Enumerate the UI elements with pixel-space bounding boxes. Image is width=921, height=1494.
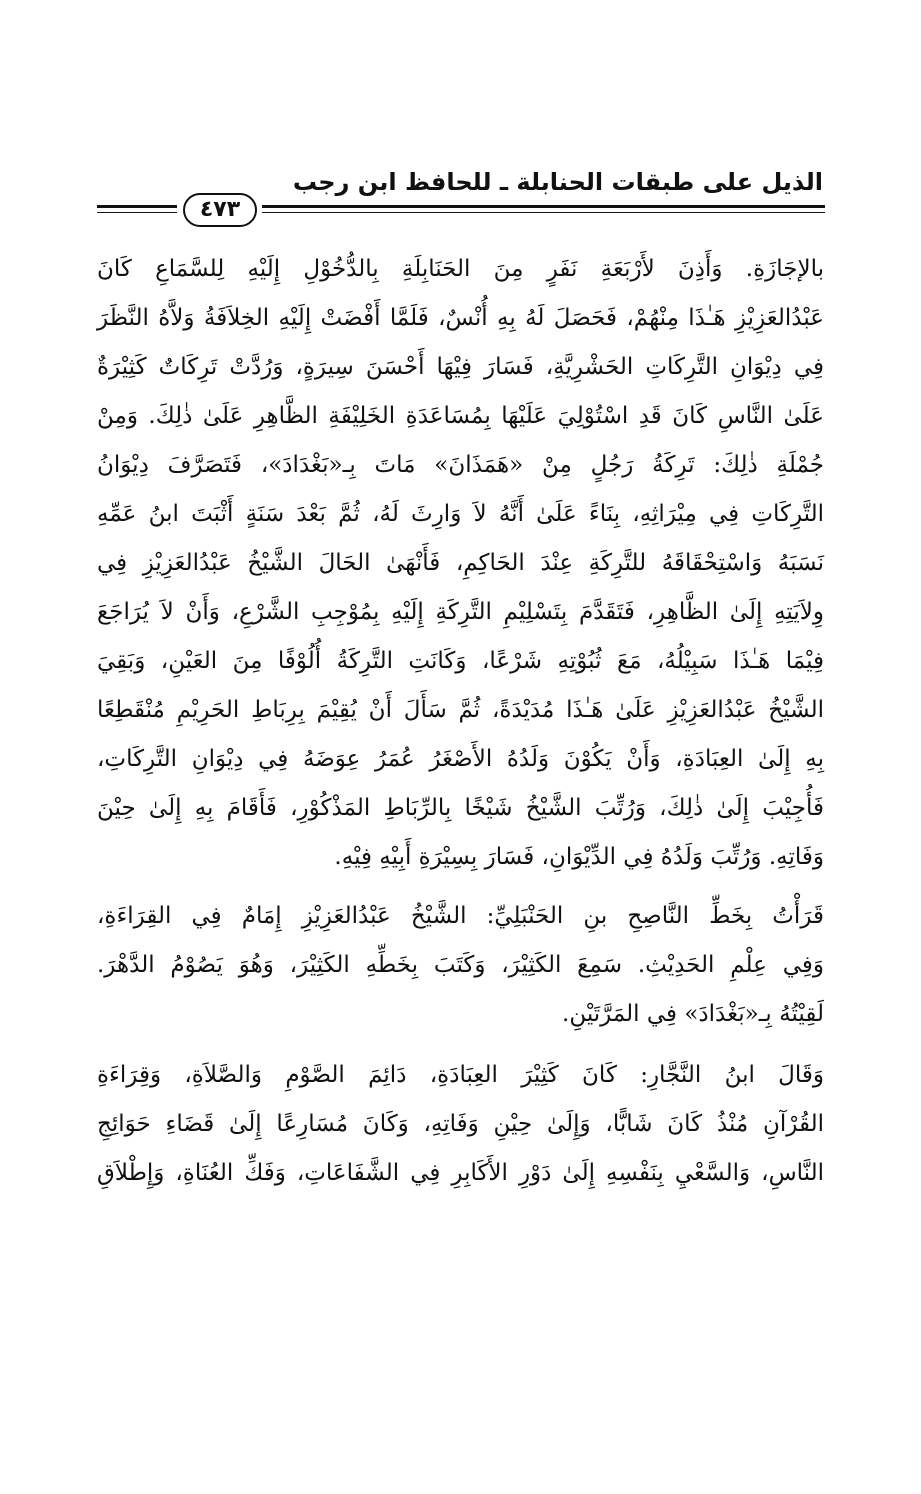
text-line: التَّرِكَاتِ فِي مِيْرَاثِهِ، بِنَاءً عَلَىٰ أَنَّهُ لاَ وَارِثَ لَهُ، ثُمَّ بَعْدَ سَنَةٍ أَثْبَتَ ابنُ عَمِّهِ [97,501,825,527]
paragraph-3 [97,1051,824,1198]
text-line: فِي دِيْوَانِ التَّرِكَاتِ الحَشْرِيَّةِ، فَسَارَ فِيْهَا أَحْسَنَ سِيرَةٍ، وَرُدَّتْ تَرِكَاتٌ كَثِيْرَةٌ [97,354,824,380]
header-rule-thick [262,205,825,208]
text-line: الشَّيْخُ عَبْدُالعَزِيْزِ عَلَىٰ هَـٰذَا مُدَيْدَةً، ثُمَّ سَأَلَ أَنْ يُقِيْمَ بِرِبَاطِ الحَرِيْمِ مُنْقَطِعًا [97,697,824,723]
paragraph-gap [97,1039,824,1051]
text-line: عَلَىٰ النَّاسِ كَانَ قَدِ اسْتُوْلِيَ عَلَيْهَا بِمُسَاعَدَةِ الخَلِيْفَةِ الظَّاهِرِ عَلَىٰ ذٰلِكَ. وَمِنْ [97,403,824,429]
text-line: وَفِي عِلْمِ الحَدِيْثِ. سَمِعَ الكَثِيْرَ، وَكَتَبَ بِخَطِّهِ الكَثِيْرَ، وَهُوَ يَصُوْمُ الدَّهْرَ. [97,952,824,978]
paragraph-gap [97,882,824,892]
text-line: النَّاسِ، وَالسَّعْيِ بِنَفْسِهِ إِلَىٰ دَوْرِ الأَكَابِرِ فِي الشَّفَاعَاتِ، وَفَكِّ العُنَاةِ، وَإِطْلاَقِ [97,1160,824,1186]
text-line: القُرْآنِ مُنْذُ كَانَ شَابًّا، وَإِلَىٰ حِيْنِ وَفَاتِهِ، وَكَانَ مُسَارِعًا إِلَىٰ قَضَاءِ حَوَائِجِ [97,1111,824,1137]
text-line: قَرَأْتُ بِخَطِّ النَّاصِحِ بنِ الحَنْبَلِيِّ: الشَّيْخُ عَبْدُالعَزِيْزِ إِمَامٌ فِي القِرَاءَةِ، [97,903,824,929]
text-line: بِهِ إِلَىٰ العِبَادَةِ، وَأَنْ يَكُوْنَ وَلَدُهُ الأَصْغَرُ عُمَرُ عِوَضَهُ فِي دِيْوَانِ التَّرِكَاتِ، [97,746,824,772]
text-line: عَبْدُالعَزِيْزِ هَـٰذَا مِنْهُمْ، فَحَصَلَ لَهُ بِهِ أُنْسٌ، فَلَمَّا أَفْضَتْ إِلَيْهِ الخِلاَفَةُ وَلاَّهُ النَّظَرَ [97,305,824,331]
text-line: وَفَاتِهِ. وَرُتِّبَ وَلَدُهُ فِي الدِّيْوَانِ، فَسَارَ بِسِيْرَةِ أَبِيْهِ فِيْهِ. [334,844,824,870]
running-title: الذيل على طبقات الحنابلة ـ للحافظ ابن رجب [292,168,823,196]
body-text [97,245,824,1198]
text-line: لَقِيْتُهُ بِـ«بَغْدَادَ» فِي المَرَّتَيْنِ. [562,1001,824,1027]
text-line: فِيْمَا هَـٰذَا سَبِيْلُهُ، مَعَ ثُبُوْتِهِ شَرْعًا، وَكَانَتِ التَّرِكَةُ أُلُوْفًا مِنَ العَيْنِ، وَبَقِيَ [97,648,824,674]
text-line: وَقَالَ ابنُ النَّجَّارِ: كَانَ كَثِيْرَ العِبَادَةِ، دَائِمَ الصَّوْمِ وَالصَّلاَةِ، وَقِرَاءَةِ [97,1062,824,1088]
paragraph-2 [97,892,824,1039]
text-line: بالإجَازَةِ. وَأَذِنَ لأَرْبَعَةِ نَفَرٍ مِنَ الحَنَابِلَةِ بِالدُّخُوْلِ إِلَيْهِ لِلسَّمَاعِ كَانَ [97,256,824,282]
text-line: جُمْلَةِ ذٰلِكَ: تَرِكَةُ رَجُلٍ مِنْ «هَمَذَانَ» مَاتَ بِـ«بَغْدَادَ»، فَتَصَرَّفَ دِيْوَانُ [97,452,824,478]
text-line: نَسَبَهُ وَاسْتِحْقَاقَهُ للتَّرِكَةِ عِنْدَ الحَاكِمِ، فَأَنْهَىٰ الحَالَ الشَّيْخُ عَبْدُالعَزِيْزِ فِي [97,550,824,576]
text-line: فَأُجِيْبَ إِلَىٰ ذٰلِكَ، وَرُتِّبَ الشَّيْخُ شَيْخًا بِالرِّبَاطِ المَذْكُوْرِ، فَأَقَامَ بِهِ إِلَىٰ حِيْنَ [97,795,824,821]
header-rule-left-thin [97,212,177,213]
text-line: وِلاَيَتِهِ إِلَىٰ الظَّاهِرِ، فَتَقَدَّمَ بِتَسْلِيْمِ التَّرِكَةِ إِلَيْهِ بِمُوْجِبِ الشَّرْعِ، وَأَنْ لاَ يُرَاجَعَ [97,599,824,625]
page-number: ٤٧٣ [183,193,257,227]
header-rule-left-thick [97,205,177,208]
paragraph-1 [97,245,824,882]
header-rule-thin [262,212,825,213]
